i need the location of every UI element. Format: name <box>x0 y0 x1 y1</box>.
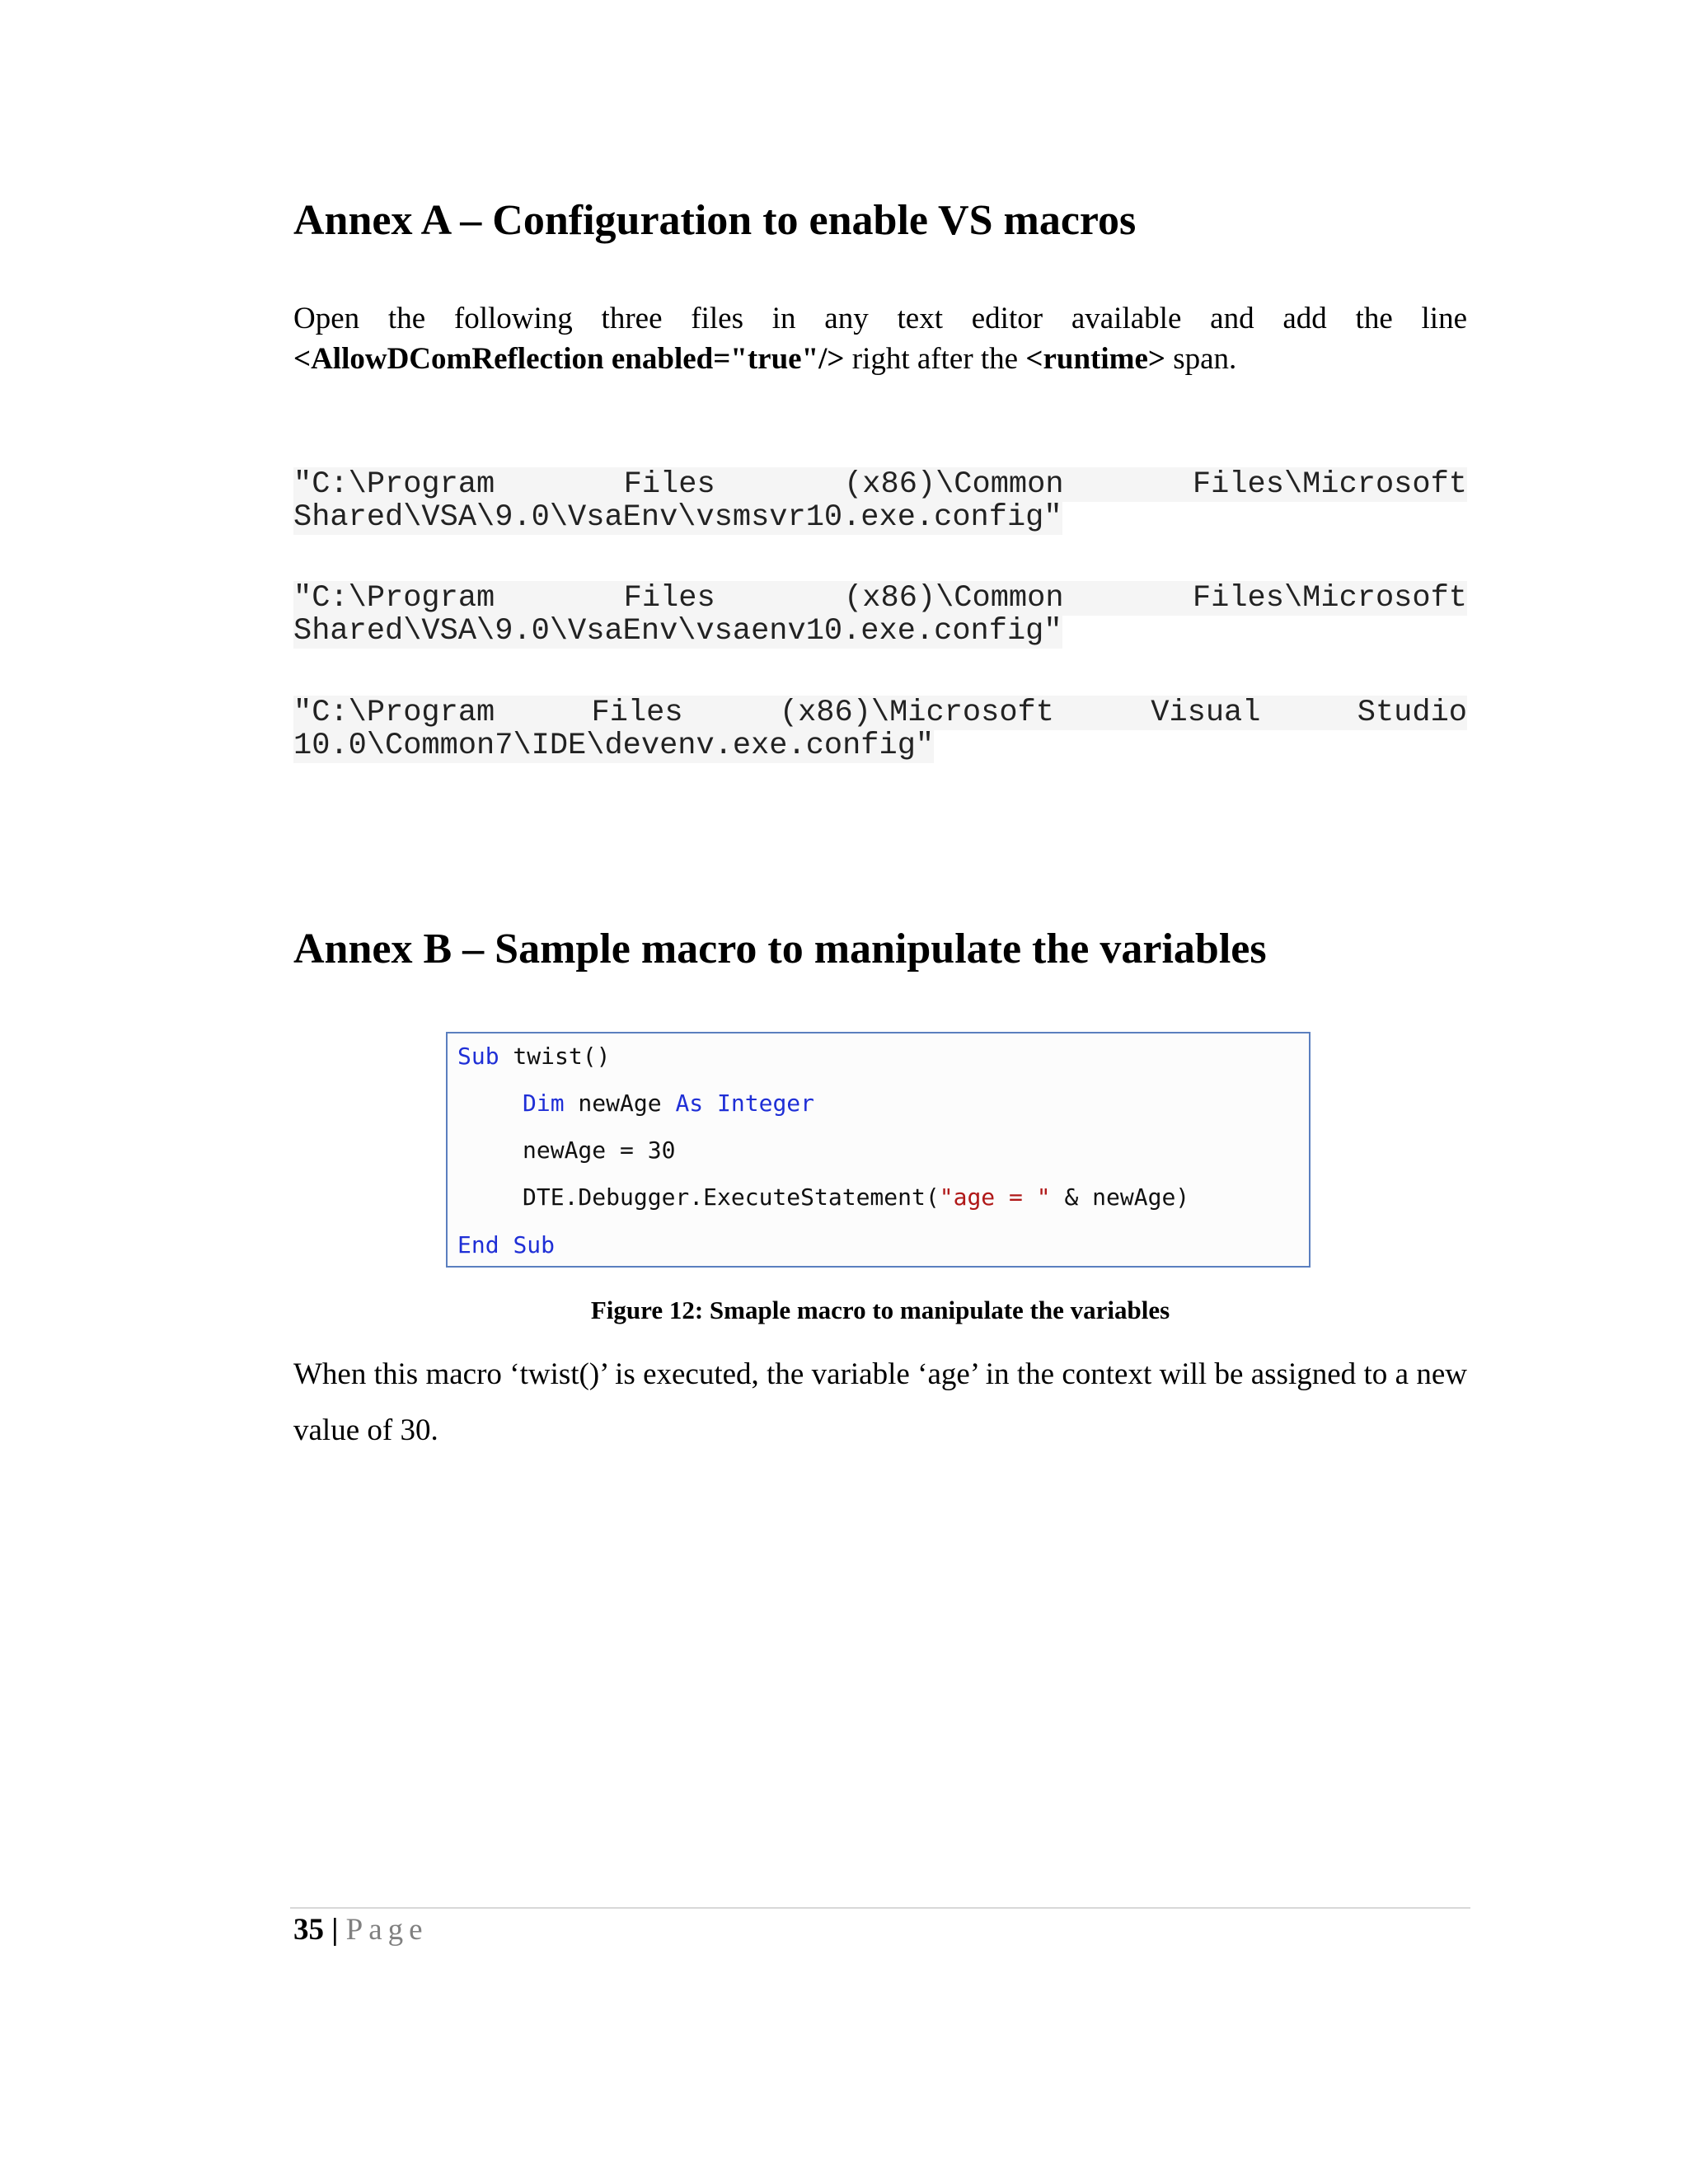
intro-text-after: span. <box>1165 342 1237 376</box>
annex-b-heading: Annex B – Sample macro to manipulate the variables <box>293 926 1267 972</box>
code-line-1 <box>457 1042 610 1071</box>
code-line-4-call: DTE.Debugger.ExecuteStatement( <box>523 1183 940 1211</box>
config-path-3 <box>293 696 1467 762</box>
footer-separator: | <box>331 1913 339 1947</box>
code-keyword-integer: Integer <box>717 1090 815 1117</box>
config-path-2-text: "C:\Program Files (x86)\Common Files\Microsoft Shared\VSA\9.0\VsaEnv\vsaenv10.exe.config" <box>293 581 1467 649</box>
footer-divider <box>290 1907 1470 1909</box>
intro-runtime-tag: <runtime> <box>1025 342 1165 376</box>
annex-a-intro <box>293 298 1467 379</box>
config-path-2 <box>293 582 1467 648</box>
code-line-3: newAge = 30 <box>523 1137 676 1164</box>
code-keyword-as: As <box>675 1090 704 1117</box>
page-label: Page <box>345 1913 429 1947</box>
page-footer <box>293 1910 429 1950</box>
code-line-5 <box>457 1230 555 1260</box>
intro-text-before: Open the following three files in any text editor available and add the line <box>293 302 1467 335</box>
config-path-1 <box>293 468 1467 534</box>
figure-caption: Figure 12: Smaple macro to manipulate the variables <box>590 1296 1170 1324</box>
macro-code-figure <box>446 1032 1311 1268</box>
code-line-2-var: newAge <box>564 1090 676 1117</box>
code-keyword-sub: Sub <box>457 1043 499 1070</box>
annex-b-body: When this macro ‘twist()’ is executed, the variable ‘age’ in the context will be assigned to a new value of 30. <box>293 1357 1467 1447</box>
page-number: 35 <box>293 1913 324 1947</box>
code-keyword-dim: Dim <box>523 1090 565 1117</box>
intro-text-middle: right after the <box>844 342 1026 376</box>
code-line-2-space <box>703 1090 717 1117</box>
code-keyword-end: End <box>457 1231 499 1258</box>
code-line-5-space <box>499 1231 513 1258</box>
intro-allow-tag: <AllowDComReflection enabled="true"/> <box>293 342 845 376</box>
code-line-4-rest: & newAge) <box>1050 1183 1190 1211</box>
config-path-1-text: "C:\Program Files (x86)\Common Files\Microsoft Shared\VSA\9.0\VsaEnv\vsmsvr10.exe.config" <box>293 467 1467 535</box>
code-line-2 <box>523 1089 814 1118</box>
code-line-4 <box>523 1183 1189 1212</box>
code-keyword-sub-end: Sub <box>513 1231 556 1258</box>
annex-a-heading: Annex A – Configuration to enable VS macros <box>293 197 1137 244</box>
config-path-3-text: "C:\Program Files (x86)\Microsoft Visual Studio 10.0\Common7\IDE\devenv.exe.config" <box>293 696 1467 763</box>
code-string-literal: "age = " <box>939 1183 1051 1211</box>
code-line-1-rest: twist() <box>499 1043 611 1070</box>
